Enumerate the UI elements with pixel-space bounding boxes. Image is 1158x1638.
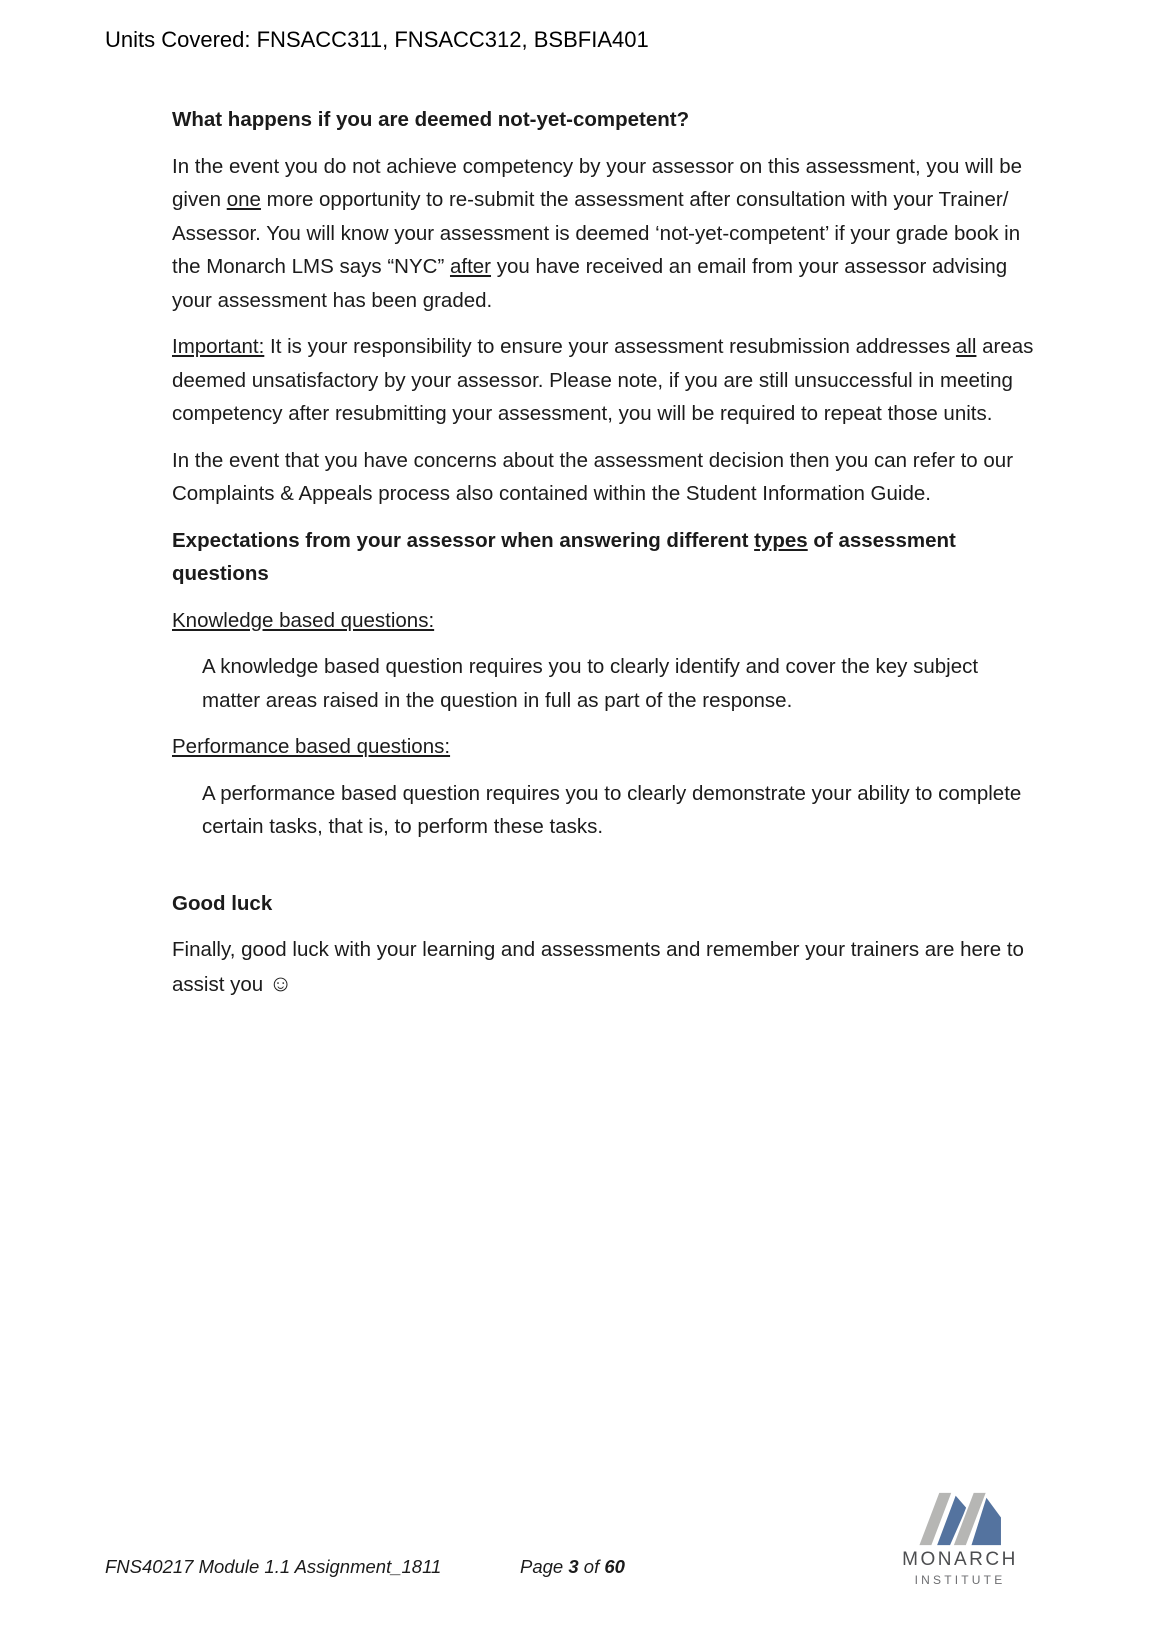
- page-number-current: 3: [568, 1556, 579, 1577]
- heading-good-luck: Good luck: [172, 891, 273, 915]
- heading-not-yet-competent: What happens if you are deemed not-yet-competent?: [172, 108, 690, 131]
- monarch-m-icon: [912, 1492, 1008, 1546]
- subheading-performance-questions: [172, 730, 1040, 764]
- logo-name-text: MONARCH: [902, 1549, 1018, 1570]
- paragraph-important: [172, 330, 1040, 431]
- paragraph-performance-questions: A performance based question requires you to clearly demonstrate your ability to complete certain tasks, that is, to perform these tasks.: [202, 781, 1022, 838]
- text-run-underlined: one: [226, 188, 261, 211]
- text-run: more opportunity to re-submit the assessment after consultation with your Trainer/ Assessor. You will know your assessment is deemed ‘not-yet-competent’ if your grade book in the Monarch LMS says “NYC”: [172, 188, 1021, 278]
- text-run: Finally, good luck with your learning and assessments and remember your trainers are here to assist you: [172, 938, 1024, 996]
- paragraph-good-luck: [172, 933, 1040, 1001]
- text-run: areas deemed unsatisfactory by your assessor. Please note, if you are still unsuccessful in meeting competency after resubmitting your assessment, you will be required to repeat those units.: [172, 335, 1034, 425]
- footer-document-id: FNS40217 Module 1.1 Assignment_1811: [105, 1556, 442, 1577]
- text-run-underlined: types: [754, 528, 808, 552]
- text-run: you have received an email from your assessor advising your assessment has been graded.: [172, 255, 1008, 312]
- paragraph-knowledge-questions: A knowledge based question requires you to clearly identify and cover the key subject matter areas raised in the question in full as part of the response.: [202, 655, 979, 712]
- smiley-face-icon: ☺: [268, 969, 293, 996]
- paragraph-complaints-appeals: In the event that you have concerns about the assessment decision then you can refer to our Complaints & Appeals process also contained within the Student Information Guide.: [172, 448, 1014, 505]
- header-units-covered: Units Covered: FNSACC311, FNSACC312, BSBFIA401: [105, 27, 649, 52]
- text-run-underlined: Important:: [172, 335, 265, 358]
- text-run-underlined: Performance based questions:: [172, 735, 451, 758]
- text-run-underlined: all: [955, 335, 977, 358]
- page-number-total: 60: [604, 1556, 625, 1577]
- text-run: of: [578, 1556, 605, 1577]
- heading-expectations: [172, 524, 1040, 591]
- footer-page-number: [520, 1556, 625, 1578]
- text-run-underlined: Knowledge based questions:: [172, 608, 435, 632]
- text-run: In the event you do not achieve competency by your assessor on this assessment, you will be given: [172, 154, 1023, 211]
- logo-subtitle-text: INSTITUTE: [914, 1573, 1006, 1587]
- text-run: of assessment questions: [172, 528, 956, 585]
- subheading-knowledge-questions: [172, 604, 1040, 638]
- monarch-institute-logo: [878, 1492, 1042, 1587]
- text-run: It is your responsibility to ensure your assessment resubmission addresses: [264, 335, 956, 358]
- paragraph-resubmission: [172, 150, 1040, 318]
- text-run: Expectations from your assessor when answering different: [172, 528, 755, 552]
- text-run: Page: [520, 1556, 569, 1577]
- text-run-underlined: after: [449, 255, 492, 278]
- document-body: [172, 103, 1040, 1014]
